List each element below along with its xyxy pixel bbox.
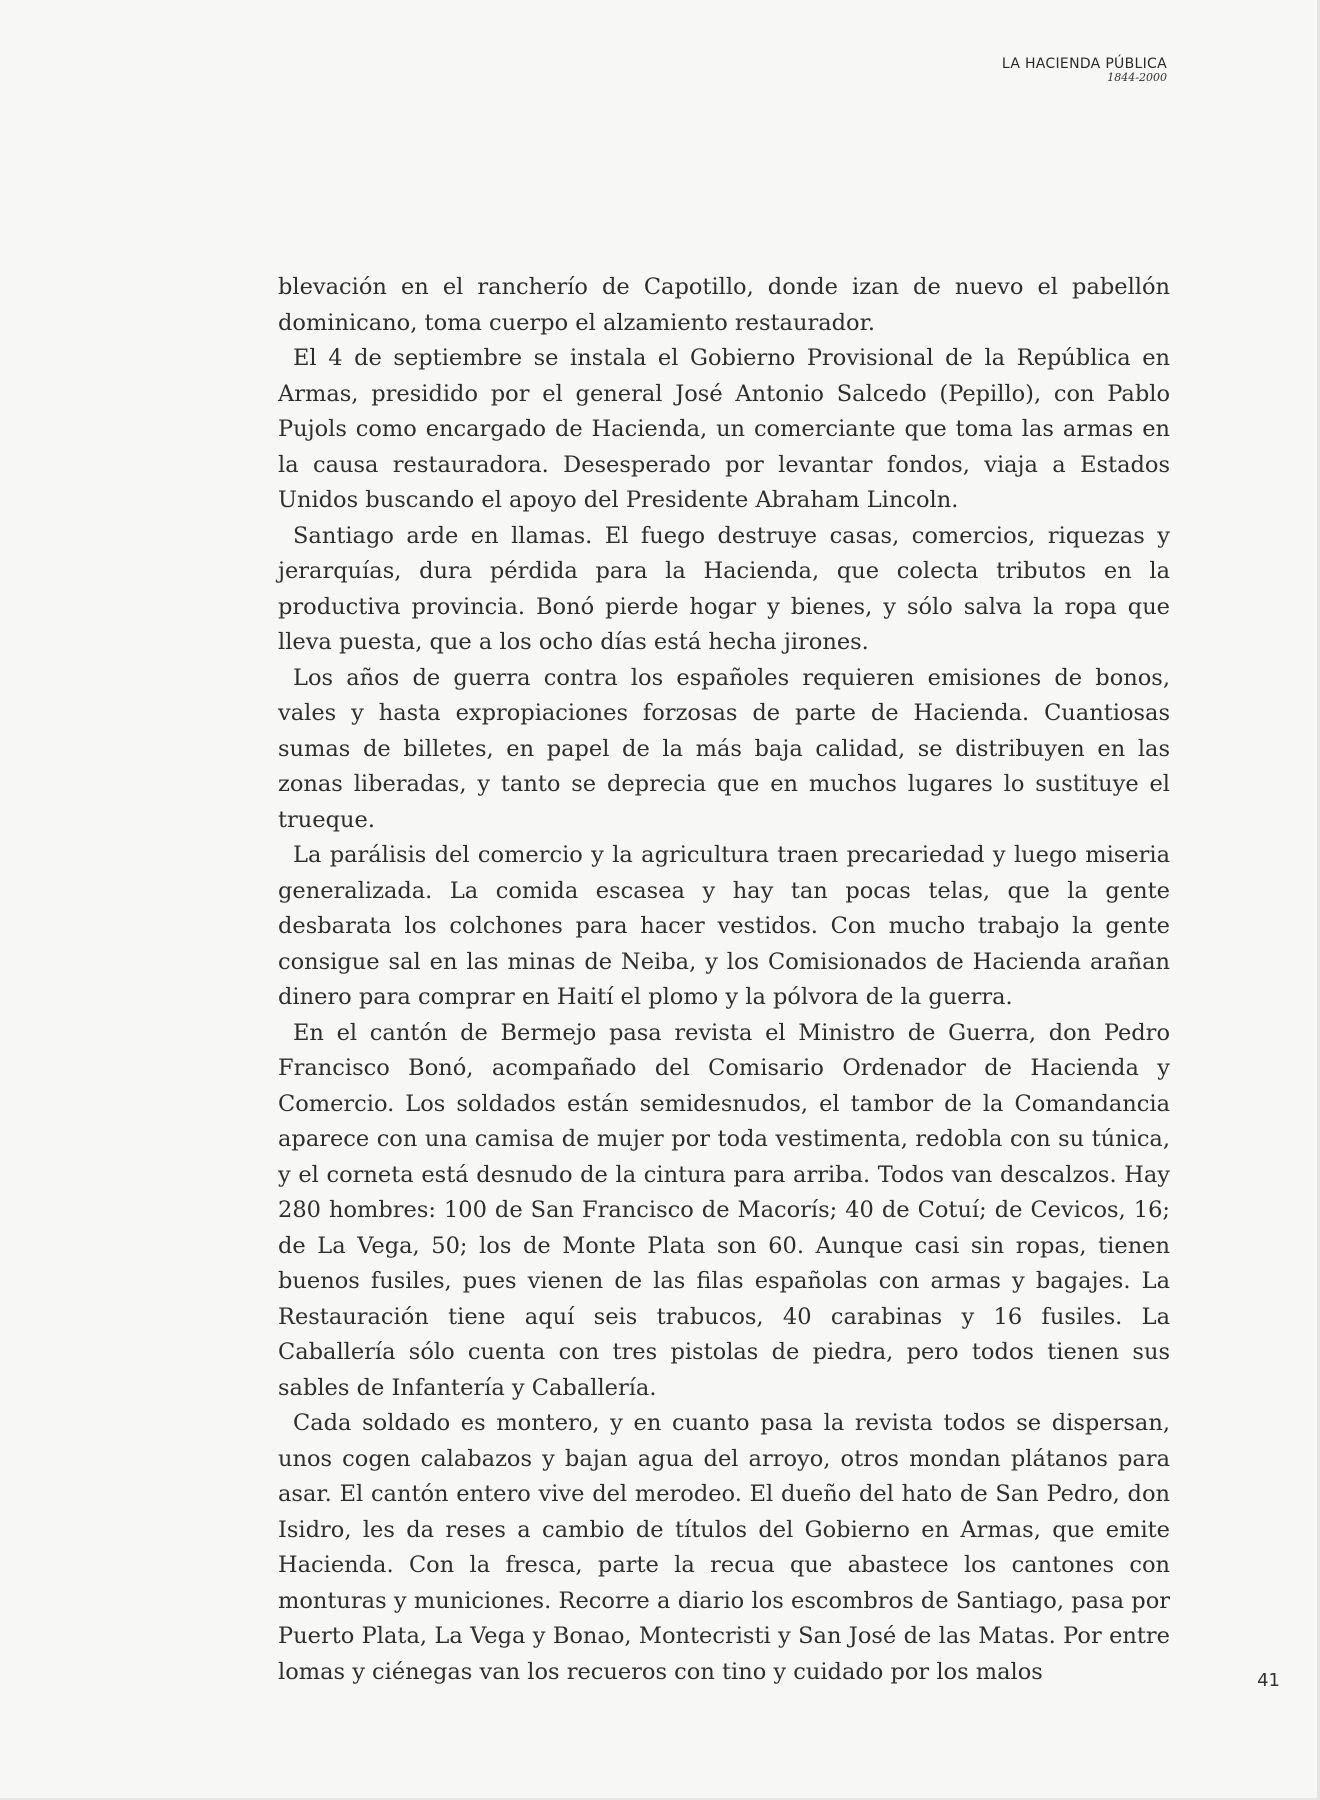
paragraph: La parálisis del comercio y la agricultura traen precariedad y luego miseria generalizada. La comida escasea y hay tan pocas telas, que la gente desbarata los colchones para hacer vestidos. Con mucho trabajo la gente consigue sal en las minas de Neiba, y los Comisionados de Hacienda arañan dinero para comprar en Haití el plomo y la pólvora de la guerra.: [278, 842, 1170, 1010]
paragraph: blevación en el rancherío de Capotillo, donde izan de nuevo el pabellón dominicano, toma cuerpo el alzamiento restaurador.: [278, 274, 1170, 336]
running-head: [1002, 56, 1167, 84]
paragraph: El 4 de septiembre se instala el Gobierno Provisional de la República en Armas, presidido por el general José Antonio Salcedo (Pepillo), con Pablo Pujols como encargado de Hacienda, un comerciante que toma las armas en la causa restauradora. Desesperado por levantar fondos, viaja a Estados Unidos buscando el apoyo del Presidente Abraham Lincoln.: [278, 345, 1170, 513]
body-text: [278, 270, 1170, 1690]
paragraph: Santiago arde en llamas. El fuego destruye casas, comercios, riquezas y jerarquías, dura pérdida para la Hacienda, que colecta tributos en la productiva provincia. Bonó pierde hogar y bienes, y sólo salva la ropa que lleva puesta, que a los ocho días está hecha jirones.: [278, 522, 1170, 655]
running-head-years: 1844-2000: [1107, 71, 1167, 84]
paragraph: En el cantón de Bermejo pasa revista el Ministro de Guerra, don Pedro Francisco Bonó, acompañado del Comisario Ordenador de Hacienda y Comercio. Los soldados están semidesnudos, el tambor de la Comandancia aparece con una camisa de mujer por toda vestimenta, redobla con su túnica, y el corneta está desnudo de la cintura para arriba. Todos van descalzos. Hay 280 hombres: 100 de San Francisco de Macorís; 40 de Cotuí; de Cevicos, 16; de La Vega, 50; los de Monte Plata son 60. Aunque casi sin ropas, tienen buenos fusiles, pues vienen de las filas españolas con armas y bagajes. La Restauración tiene aquí seis trabucos, 40 carabinas y 16 fusiles. La Caballería sólo cuenta con tres pistolas de piedra, pero todos tienen sus sables de Infantería y Caballería.: [278, 1019, 1170, 1401]
paragraph: Los años de guerra contra los españoles requieren emisiones de bonos, vales y hasta expropiaciones forzosas de parte de Hacienda. Cuantiosas sumas de billetes, en papel de la más baja calidad, se distribuyen en las zonas liberadas, y tanto se deprecia que en muchos lugares lo sustituye el trueque.: [278, 664, 1170, 833]
page-number: 41: [1257, 1670, 1280, 1691]
running-head-title: LA HACIENDA PÚBLICA: [1001, 56, 1167, 72]
paragraph: Cada soldado es montero, y en cuanto pasa la revista todos se dispersan, unos cogen calabazos y bajan agua del arroyo, otros mondan plátanos para asar. El cantón entero vive del merodeo. El dueño del hato de San Pedro, don Isidro, les da reses a cambio de títulos del Gobierno en Armas, que emite Hacienda. Con la fresca, parte la recua que abastece los cantones con monturas y municiones. Recorre a diario los escombros de Santiago, pasa por Puerto Plata, La Vega y Bonao, Montecristi y San José de las Matas. Por entre lomas y ciénegas van los recueros con tino y cuidado por los malos: [278, 1410, 1170, 1685]
